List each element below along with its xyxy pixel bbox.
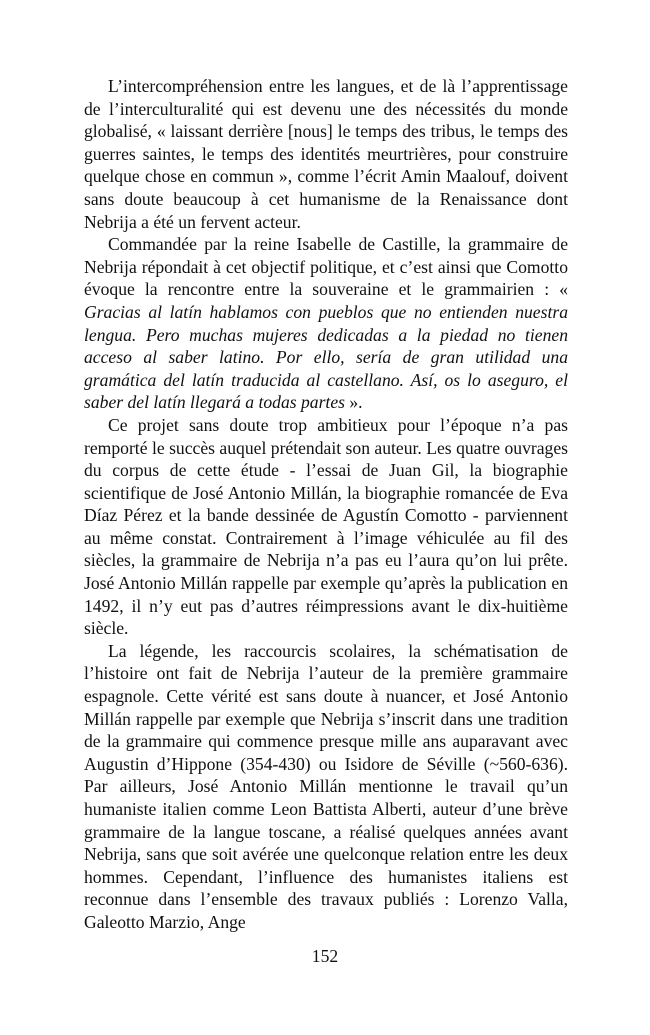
page-body — [84, 75, 568, 934]
paragraph-2-closing: ». — [344, 392, 363, 413]
page-number: 152 — [311, 946, 339, 966]
paragraph-2 — [84, 233, 568, 414]
paragraph-4: La légende, les raccourcis scolaires, la schématisation de l’histoire ont fait de Nebrija l’auteur de la première grammaire espagnole. Cette vérité est sans doute à nuancer, et José Antonio Millán rappelle par exemple que Nebrija s’inscrit dans une tradition de la grammaire qui commence presque mille ans auparavant avec Augustin d’Hippone (354-430) ou Isidore de Séville (~560-636). Par ailleurs, José Antonio Millán mentionne le travail qu’un humaniste italien comme Leon Battista Alberti, auteur d’une brève grammaire de la langue toscane, a réalisé quelques années avant Nebrija, sans que soit avérée une quelconque relation entre les deux hommes. Cependant, l’influence des humanistes italiens est reconnue dans l’ensemble des travaux publiés : Lorenzo Valla, Galeotto Marzio, Ange — [84, 640, 568, 932]
paragraph-2-intro: Commandée par la reine Isabelle de Castille, la grammaire de Nebrija répondait à cet objectif politique, et c’est ainsi que Comotto évoque la rencontre entre la souveraine et le grammairien : « — [84, 234, 568, 300]
paragraph-1: L’intercompréhension entre les langues, et de là l’apprentissage de l’interculturalité qui est devenu une des nécessités du monde globalisé, « laissant derrière [nous] le temps des tribus, le temps des guerres saintes, le temps des identités meurtrières, pour construire quelque chose en commun », comme l’écrit Amin Maalouf, doivent sans doute beaucoup à cet humanisme de la Renaissance dont Nebrija a été un fervent acteur. — [84, 76, 568, 232]
paragraph-3: Ce projet sans doute trop ambitieux pour l’époque n’a pas remporté le succès auquel prétendait son auteur. Les quatre ouvrages du corpus de cette étude - l’essai de Juan Gil, la biographie scientifique de José Antonio Millán, la biographie romancée de Eva Díaz Pérez et la bande dessinée de Agustín Comotto - parviennent au même constat. Contrairement à l’image véhiculée au fil des siècles, la grammaire de Nebrija n’a pas eu l’aura qu’on lui prête. José Antonio Millán rappelle par exemple qu’après la publication en 1492, il n’y eut pas d’autres réimpressions avant le dix-huitième siècle. — [84, 414, 568, 639]
spanish-quotation: Gracias al latín hablamos con pueblos que no entienden nuestra lengua. Pero muchas mujeres dedicadas a la piedad no tienen acceso al saber latino. Por ello, sería de gran utilidad una gramática del latín traducida al castellano. Así, os lo aseguro, el saber del latín llegará a todas partes — [84, 301, 568, 413]
